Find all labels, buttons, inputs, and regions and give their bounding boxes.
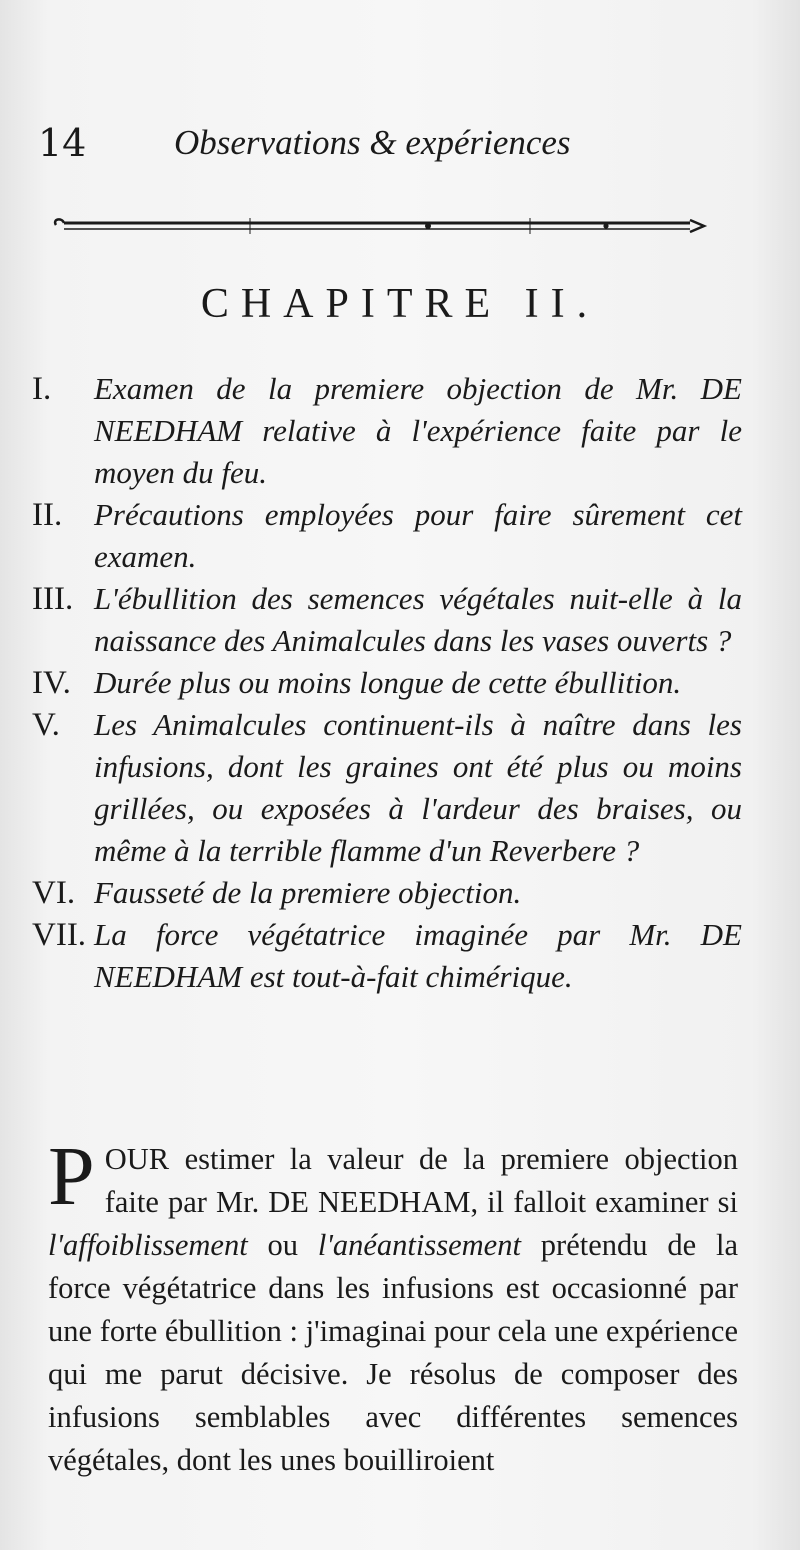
summary-item-number: III. — [32, 581, 74, 617]
body-text-segment: ou — [247, 1228, 318, 1262]
body-text-segment: OUR estimer la valeur de la premiere objection faite par Mr. DE NEEDHAM, il falloit examiner si — [104, 1142, 738, 1219]
summary-item-number: II. — [32, 497, 63, 533]
drop-cap: P — [48, 1130, 95, 1223]
summary-item — [32, 494, 742, 578]
running-head: Observations & expériences — [174, 123, 571, 162]
summary-item-number: VII. — [32, 917, 87, 953]
summary-item-text: L'ébullition des semences végétales nuit-elle à la naissance des Animalcules dans les vases ouverts ? — [94, 581, 742, 658]
summary-item-text: Fausseté de la premiere objection. — [94, 875, 522, 910]
summary-item-number: I. — [32, 371, 52, 407]
body-italic-segment: l'anéantissement — [317, 1228, 521, 1262]
page-number: 14 — [38, 121, 87, 165]
summary-item — [32, 368, 742, 494]
summary-item-text: La force végétatrice imaginée par Mr. DE NEEDHAM est tout-à-fait chimérique. — [94, 917, 742, 994]
summary-item-text: Les Animalcules continuent-ils à naître dans les infusions, dont les graines ont été plus ou moins grillées, ou exposées à l'ardeur des braises, ou même à la terrible flamme d'un Reverbere ? — [94, 707, 742, 868]
body-paragraph — [48, 1130, 738, 1482]
body-italic-segment: l'affoiblissement — [48, 1228, 248, 1262]
summary-item-number: VI. — [32, 875, 76, 911]
summary-item-text: Durée plus ou moins longue de cette ébullition. — [94, 665, 682, 700]
summary-item-text: Examen de la premiere objection de Mr. DE NEEDHAM relative à l'expérience faite par le moyen du feu. — [94, 371, 742, 490]
chapter-title: CHAPITRE II. — [200, 281, 600, 327]
summary-item — [32, 578, 742, 662]
body-text-segment: prétendu de la force végétatrice dans les infusions est occasionné par une forte ébullition : j'imaginai pour cela une expérience qui me parut décisive. Je résolus de composer des infusions semblables avec différentes semences végétales, dont les unes bouilliroient — [48, 1228, 738, 1477]
summary-item-number: IV. — [32, 665, 71, 701]
chapter-summary — [32, 368, 742, 998]
summary-item — [32, 872, 742, 914]
summary-item — [32, 662, 742, 704]
summary-item-number: V. — [32, 707, 60, 743]
summary-item — [32, 914, 742, 998]
summary-item-text: Précautions employées pour faire sûrement cet examen. — [94, 497, 742, 574]
summary-item — [32, 704, 742, 872]
page-header — [38, 118, 760, 168]
decorative-rule-ornament — [50, 210, 710, 240]
